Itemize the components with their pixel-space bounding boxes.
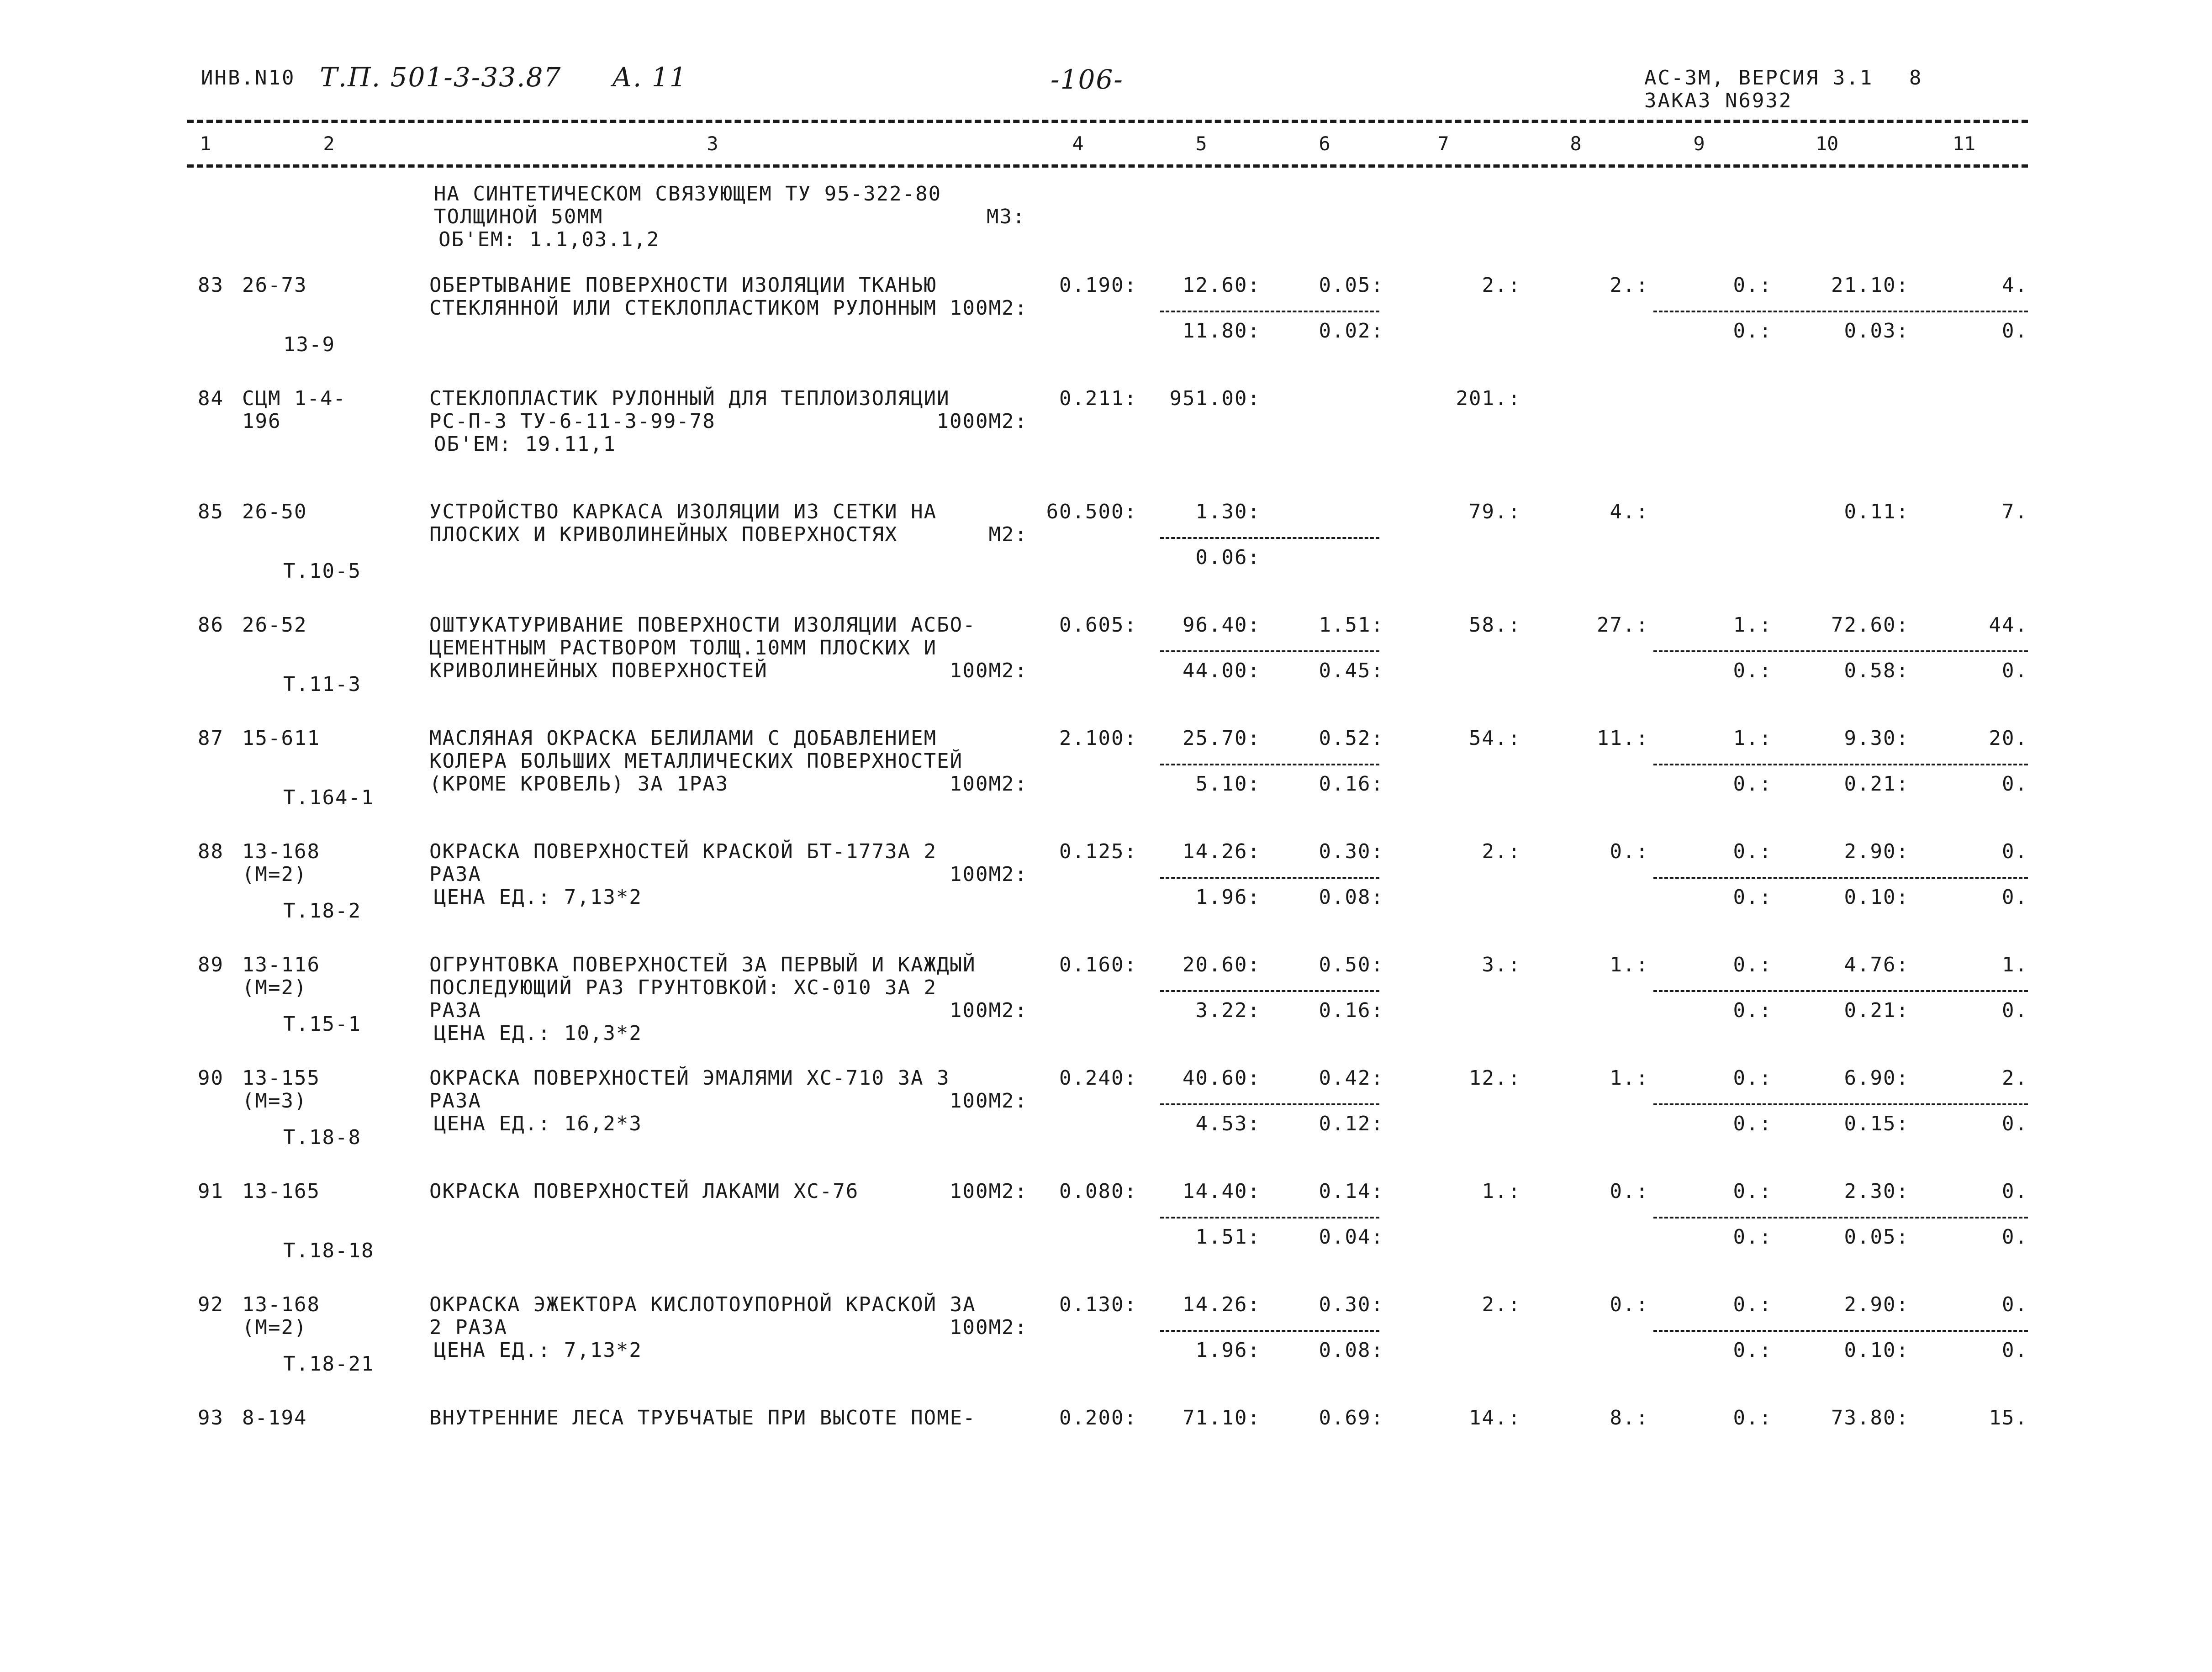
value-s9: 0.: bbox=[1733, 1225, 1772, 1249]
column-number: 9 bbox=[1693, 132, 1705, 155]
value-s11: 0. bbox=[2002, 319, 2028, 343]
value-s5: 0.06: bbox=[1195, 546, 1261, 569]
norm-code: 13-168 bbox=[242, 840, 320, 863]
norm-code: 26-50 bbox=[242, 500, 307, 523]
value-c11: 15. bbox=[1989, 1406, 2028, 1429]
unit: 100М2: bbox=[950, 1316, 1028, 1339]
value-s9: 0.: bbox=[1733, 1339, 1772, 1362]
column-number: 4 bbox=[1072, 132, 1084, 155]
value-c7: 58.: bbox=[1469, 613, 1521, 637]
value-c8: 8.: bbox=[1610, 1406, 1649, 1429]
system-version-suffix: 8 bbox=[1909, 66, 1923, 90]
value-c10: 0.11: bbox=[1844, 500, 1909, 523]
norm-code-modifier: (М=3) bbox=[242, 1089, 307, 1113]
table-row bbox=[187, 1398, 2028, 1511]
value-c6: 0.69: bbox=[1319, 1406, 1384, 1429]
subtotal-rule bbox=[1653, 650, 2028, 652]
value-c9: 0.: bbox=[1733, 1180, 1772, 1203]
value-c6: 0.52: bbox=[1319, 727, 1384, 750]
value-c5: 1.30: bbox=[1195, 500, 1261, 523]
table-reference: Т.15-1 bbox=[283, 1013, 361, 1036]
intro-line: ТОЛЩИНОЙ 50ММ bbox=[434, 205, 603, 228]
norm-code: СЦМ 1-4- bbox=[242, 387, 346, 410]
table-reference: Т.18-21 bbox=[283, 1352, 375, 1376]
norm-code: 26-73 bbox=[242, 274, 307, 297]
subtotal-rule bbox=[1653, 311, 2028, 312]
value-s6: 0.16: bbox=[1319, 999, 1384, 1022]
norm-code-modifier: 196 bbox=[242, 410, 281, 433]
subtotal-rule bbox=[1160, 877, 1379, 879]
value-c11: 0. bbox=[2002, 840, 2028, 863]
value-c6: 0.14: bbox=[1319, 1180, 1384, 1203]
value-s10: 0.21: bbox=[1844, 772, 1909, 796]
value-s10: 0.58: bbox=[1844, 659, 1909, 682]
project-number: Т.П. 501-3-33.87 bbox=[320, 62, 562, 93]
value-s10: 0.03: bbox=[1844, 319, 1909, 343]
value-s5: 3.22: bbox=[1195, 999, 1261, 1022]
subtotal-rule bbox=[1160, 764, 1379, 765]
description-line: РАЗА bbox=[429, 1089, 481, 1113]
value-c10: 2.90: bbox=[1844, 1293, 1909, 1316]
value-s11: 0. bbox=[2002, 659, 2028, 682]
header-rule-bottom bbox=[187, 164, 2028, 168]
table-row bbox=[187, 378, 2028, 491]
value-s10: 0.10: bbox=[1844, 1339, 1909, 1362]
column-number: 8 bbox=[1570, 132, 1582, 155]
value-c4: 60.500: bbox=[1046, 500, 1137, 523]
value-c11: 0. bbox=[2002, 1180, 2028, 1203]
value-s11: 0. bbox=[2002, 999, 2028, 1022]
value-c10: 2.90: bbox=[1844, 840, 1909, 863]
value-c6: 0.30: bbox=[1319, 1293, 1384, 1316]
row-number: 87 bbox=[198, 727, 224, 750]
value-c5: 20.60: bbox=[1183, 953, 1261, 976]
value-s6: 0.08: bbox=[1319, 886, 1384, 909]
subtotal-rule bbox=[1653, 764, 2028, 765]
value-c9: 0.: bbox=[1733, 1406, 1772, 1429]
subtotal-rule bbox=[1160, 1103, 1379, 1105]
column-number: 7 bbox=[1437, 132, 1449, 155]
norm-code-modifier: (М=2) bbox=[242, 863, 307, 886]
norm-code: 13-116 bbox=[242, 953, 320, 976]
row-number: 86 bbox=[198, 613, 224, 637]
value-s10: 0.05: bbox=[1844, 1225, 1909, 1249]
description-line: ОБЕРТЫВАНИЕ ПОВЕРХНОСТИ ИЗОЛЯЦИИ ТКАНЬЮ bbox=[429, 274, 937, 297]
value-c10: 72.60: bbox=[1831, 613, 1909, 637]
value-c4: 2.100: bbox=[1059, 727, 1137, 750]
description-line: ОШТУКАТУРИВАНИЕ ПОВЕРХНОСТИ ИЗОЛЯЦИИ АСБО- bbox=[429, 613, 976, 637]
column-number: 11 bbox=[1952, 132, 1976, 155]
value-s11: 0. bbox=[2002, 1112, 2028, 1135]
value-c9: 0.: bbox=[1733, 1066, 1772, 1090]
value-c8: 4.: bbox=[1610, 500, 1649, 523]
unit: 100М2: bbox=[950, 863, 1028, 886]
subtotal-rule bbox=[1653, 1330, 2028, 1332]
value-s6: 0.08: bbox=[1319, 1339, 1384, 1362]
row-note: ЦЕНА ЕД.: 7,13*2 bbox=[434, 886, 642, 909]
value-s9: 0.: bbox=[1733, 1112, 1772, 1135]
description-line: КРИВОЛИНЕЙНЫХ ПОВЕРХНОСТЕЙ bbox=[429, 659, 768, 682]
table-reference: Т.10-5 bbox=[283, 559, 361, 583]
value-c5: 40.60: bbox=[1183, 1066, 1261, 1090]
unit: 1000М2: bbox=[936, 410, 1028, 433]
estimate-rows bbox=[187, 265, 2028, 1511]
description-line: РС-П-3 ТУ-6-11-3-99-78 bbox=[429, 410, 716, 433]
value-c8: 2.: bbox=[1610, 274, 1649, 297]
value-c11: 0. bbox=[2002, 1293, 2028, 1316]
unit: М2: bbox=[988, 523, 1028, 546]
description-line: (КРОМЕ КРОВЕЛЬ) ЗА 1РАЗ bbox=[429, 772, 729, 796]
norm-code-modifier: (М=2) bbox=[242, 976, 307, 999]
value-c8: 0.: bbox=[1610, 1293, 1649, 1316]
value-s11: 0. bbox=[2002, 886, 2028, 909]
value-s9: 0.: bbox=[1733, 999, 1772, 1022]
subtotal-rule bbox=[1160, 990, 1379, 992]
row-number: 92 bbox=[198, 1293, 224, 1316]
order-number: ЗАКАЗ N6932 bbox=[1644, 89, 1793, 112]
value-s5: 4.53: bbox=[1195, 1112, 1261, 1135]
value-s9: 0.: bbox=[1733, 886, 1772, 909]
value-c7: 12.: bbox=[1469, 1066, 1521, 1090]
value-c9: 0.: bbox=[1733, 953, 1772, 976]
value-c4: 0.190: bbox=[1059, 274, 1137, 297]
value-c8: 1.: bbox=[1610, 953, 1649, 976]
table-row bbox=[187, 831, 2028, 944]
row-number: 84 bbox=[198, 387, 224, 410]
table-reference: Т.11-3 bbox=[283, 673, 361, 696]
value-s6: 0.12: bbox=[1319, 1112, 1384, 1135]
value-c6: 0.50: bbox=[1319, 953, 1384, 976]
value-c9: 1.: bbox=[1733, 613, 1772, 637]
value-c5: 96.40: bbox=[1183, 613, 1261, 637]
norm-code: 15-611 bbox=[242, 727, 320, 750]
value-s5: 44.00: bbox=[1183, 659, 1261, 682]
value-c9: 0.: bbox=[1733, 840, 1772, 863]
value-c11: 20. bbox=[1989, 727, 2028, 750]
row-number: 88 bbox=[198, 840, 224, 863]
value-s10: 0.15: bbox=[1844, 1112, 1909, 1135]
value-c11: 2. bbox=[2002, 1066, 2028, 1090]
description-line: РАЗА bbox=[429, 863, 481, 886]
table-row bbox=[187, 944, 2028, 1058]
description-line: ОКРАСКА ЭЖЕКТОРА КИСЛОТОУПОРНОЙ КРАСКОЙ ЗА bbox=[429, 1293, 976, 1316]
value-s10: 0.10: bbox=[1844, 886, 1909, 909]
description-line: ПОСЛЕДУЮЩИЙ РАЗ ГРУНТОВКОЙ: ХС-010 ЗА 2 bbox=[429, 976, 937, 999]
column-number: 1 bbox=[200, 132, 211, 155]
table-row bbox=[187, 1171, 2028, 1284]
value-s9: 0.: bbox=[1733, 772, 1772, 796]
value-s6: 0.02: bbox=[1319, 319, 1384, 343]
description-line: СТЕКЛЯННОЙ ИЛИ СТЕКЛОПЛАСТИКОМ РУЛОННЫМ bbox=[429, 296, 937, 320]
value-s9: 0.: bbox=[1733, 319, 1772, 343]
unit: 100М2: bbox=[950, 1180, 1028, 1203]
norm-code: 13-155 bbox=[242, 1066, 320, 1090]
value-c11: 4. bbox=[2002, 274, 2028, 297]
value-c7: 201.: bbox=[1456, 387, 1521, 410]
value-c7: 2.: bbox=[1482, 274, 1521, 297]
subtotal-rule bbox=[1653, 990, 2028, 992]
value-c4: 0.200: bbox=[1059, 1406, 1137, 1429]
norm-code-modifier: (М=2) bbox=[242, 1316, 307, 1339]
work-description bbox=[429, 1407, 1023, 1429]
row-note: ЦЕНА ЕД.: 16,2*3 bbox=[434, 1112, 642, 1135]
value-c6: 0.42: bbox=[1319, 1066, 1384, 1090]
value-c10: 6.90: bbox=[1844, 1066, 1909, 1090]
table-reference: Т.18-8 bbox=[283, 1126, 361, 1149]
value-c9: 1.: bbox=[1733, 727, 1772, 750]
value-c7: 1.: bbox=[1482, 1180, 1521, 1203]
inventory-number: ИНВ.N10 bbox=[201, 66, 296, 90]
value-c7: 3.: bbox=[1482, 953, 1521, 976]
value-s5: 5.10: bbox=[1195, 772, 1261, 796]
album-number: А. 11 bbox=[612, 62, 687, 93]
value-c4: 0.240: bbox=[1059, 1066, 1137, 1090]
norm-code: 26-52 bbox=[242, 613, 307, 637]
header-rule-top bbox=[187, 120, 2028, 123]
row-note: ОБ'ЕМ: 19.11,1 bbox=[434, 433, 616, 456]
column-number: 6 bbox=[1319, 132, 1330, 155]
description-line: СТЕКЛОПЛАСТИК РУЛОННЫЙ ДЛЯ ТЕПЛОИЗОЛЯЦИИ bbox=[429, 387, 950, 410]
value-c8: 27.: bbox=[1597, 613, 1649, 637]
table-row bbox=[187, 605, 2028, 718]
value-c11: 7. bbox=[2002, 500, 2028, 523]
description-line: ОКРАСКА ПОВЕРХНОСТЕЙ КРАСКОЙ БТ-1773А 2 bbox=[429, 840, 937, 863]
value-c4: 0.125: bbox=[1059, 840, 1137, 863]
value-c6: 0.30: bbox=[1319, 840, 1384, 863]
unit: 100М2: bbox=[950, 296, 1028, 320]
value-c5: 14.26: bbox=[1183, 1293, 1261, 1316]
description-line: ОГРУНТОВКА ПОВЕРХНОСТЕЙ ЗА ПЕРВЫЙ И КАЖДЫЙ bbox=[429, 953, 976, 976]
row-number: 89 bbox=[198, 953, 224, 976]
description-line: КОЛЕРА БОЛЬШИХ МЕТАЛЛИЧЕСКИХ ПОВЕРХНОСТЕЙ bbox=[429, 749, 963, 773]
table-row bbox=[187, 718, 2028, 831]
description-line: МАСЛЯНАЯ ОКРАСКА БЕЛИЛАМИ С ДОБАВЛЕНИЕМ bbox=[429, 727, 937, 750]
intro-volume: ОБ'ЕМ: 1.1,03.1,2 bbox=[438, 228, 660, 251]
value-c6: 1.51: bbox=[1319, 613, 1384, 637]
value-c4: 0.160: bbox=[1059, 953, 1137, 976]
value-c9: 0.: bbox=[1733, 1293, 1772, 1316]
column-number: 2 bbox=[323, 132, 335, 155]
value-c5: 14.40: bbox=[1183, 1180, 1261, 1203]
value-c6: 0.05: bbox=[1319, 274, 1384, 297]
value-c11: 1. bbox=[2002, 953, 2028, 976]
value-s10: 0.21: bbox=[1844, 999, 1909, 1022]
value-c5: 12.60: bbox=[1183, 274, 1261, 297]
value-c10: 9.30: bbox=[1844, 727, 1909, 750]
table-reference: Т.18-2 bbox=[283, 899, 361, 923]
value-c5: 71.10: bbox=[1183, 1406, 1261, 1429]
description-line: ОКРАСКА ПОВЕРХНОСТЕЙ ЭМАЛЯМИ ХС-710 ЗА 3 bbox=[429, 1066, 950, 1090]
row-note: ЦЕНА ЕД.: 7,13*2 bbox=[434, 1339, 642, 1362]
description-line: РАЗА bbox=[429, 999, 481, 1022]
subtotal-rule bbox=[1160, 1217, 1379, 1218]
value-c4: 0.211: bbox=[1059, 387, 1137, 410]
column-number: 5 bbox=[1195, 132, 1207, 155]
value-c7: 2.: bbox=[1482, 840, 1521, 863]
row-number: 85 bbox=[198, 500, 224, 523]
value-s11: 0. bbox=[2002, 1225, 2028, 1249]
value-c7: 54.: bbox=[1469, 727, 1521, 750]
value-c4: 0.130: bbox=[1059, 1293, 1137, 1316]
system-version: АС-3М, ВЕРСИЯ 3.1 bbox=[1644, 66, 1874, 90]
column-number: 10 bbox=[1815, 132, 1839, 155]
value-c4: 0.080: bbox=[1059, 1180, 1137, 1203]
table-row bbox=[187, 1058, 2028, 1171]
column-number: 3 bbox=[707, 132, 718, 155]
table-row bbox=[187, 1284, 2028, 1398]
value-c4: 0.605: bbox=[1059, 613, 1137, 637]
value-s9: 0.: bbox=[1733, 659, 1772, 682]
value-s5: 1.96: bbox=[1195, 886, 1261, 909]
table-row bbox=[187, 265, 2028, 378]
norm-code: 13-165 bbox=[242, 1180, 320, 1203]
row-number: 83 bbox=[198, 274, 224, 297]
intro-line: НА СИНТЕТИЧЕСКОМ СВЯЗУЮЩЕМ ТУ 95-322-80 bbox=[434, 182, 942, 206]
description-line: ОКРАСКА ПОВЕРХНОСТЕЙ ЛАКАМИ ХС-76 bbox=[429, 1180, 859, 1203]
value-c10: 73.80: bbox=[1831, 1406, 1909, 1429]
value-c11: 44. bbox=[1989, 613, 2028, 637]
norm-code: 8-194 bbox=[242, 1406, 307, 1429]
description-line: ПЛОСКИХ И КРИВОЛИНЕЙНЫХ ПОВЕРХНОСТЯХ bbox=[429, 523, 898, 546]
value-c10: 2.30: bbox=[1844, 1180, 1909, 1203]
column-numbers bbox=[187, 132, 2028, 158]
table-reference: 13-9 bbox=[283, 333, 335, 356]
value-c10: 4.76: bbox=[1844, 953, 1909, 976]
unit: 100М2: bbox=[950, 999, 1028, 1022]
description-line: ВНУТРЕННИЕ ЛЕСА ТРУБЧАТЫЕ ПРИ ВЫСОТЕ ПОМЕ- bbox=[429, 1406, 976, 1429]
value-c9: 0.: bbox=[1733, 274, 1772, 297]
value-s11: 0. bbox=[2002, 1339, 2028, 1362]
page-number: -106- bbox=[1051, 64, 1124, 95]
value-s6: 0.16: bbox=[1319, 772, 1384, 796]
value-c5: 951.00: bbox=[1169, 387, 1261, 410]
unit: 100М2: bbox=[950, 772, 1028, 796]
subtotal-rule bbox=[1653, 1103, 2028, 1105]
value-s6: 0.04: bbox=[1319, 1225, 1384, 1249]
description-line: УСТРОЙСТВО КАРКАСА ИЗОЛЯЦИИ ИЗ СЕТКИ НА bbox=[429, 500, 937, 523]
description-line: ЦЕМЕНТНЫМ РАСТВОРОМ ТОЛЩ.10ММ ПЛОСКИХ И bbox=[429, 636, 937, 659]
row-note: ЦЕНА ЕД.: 10,3*2 bbox=[434, 1022, 642, 1045]
intro-unit: М3: bbox=[987, 205, 1026, 228]
subtotal-rule bbox=[1160, 1330, 1379, 1332]
value-c5: 25.70: bbox=[1183, 727, 1261, 750]
subtotal-rule bbox=[1653, 1217, 2028, 1218]
value-s6: 0.45: bbox=[1319, 659, 1384, 682]
value-c7: 79.: bbox=[1469, 500, 1521, 523]
value-c7: 14.: bbox=[1469, 1406, 1521, 1429]
value-s5: 11.80: bbox=[1183, 319, 1261, 343]
unit: 100М2: bbox=[950, 1089, 1028, 1113]
table-reference: Т.18-18 bbox=[283, 1239, 375, 1262]
unit: 100М2: bbox=[950, 659, 1028, 682]
value-c10: 21.10: bbox=[1831, 274, 1909, 297]
subtotal-rule bbox=[1160, 311, 1379, 312]
description-line: 2 РАЗА bbox=[429, 1316, 507, 1339]
subtotal-rule bbox=[1160, 650, 1379, 652]
norm-code: 13-168 bbox=[242, 1293, 320, 1316]
subtotal-rule bbox=[1160, 537, 1379, 539]
value-s5: 1.51: bbox=[1195, 1225, 1261, 1249]
value-s5: 1.96: bbox=[1195, 1339, 1261, 1362]
value-c7: 2.: bbox=[1482, 1293, 1521, 1316]
value-c8: 11.: bbox=[1597, 727, 1649, 750]
value-c8: 0.: bbox=[1610, 1180, 1649, 1203]
value-s11: 0. bbox=[2002, 772, 2028, 796]
row-number: 91 bbox=[198, 1180, 224, 1203]
value-c8: 0.: bbox=[1610, 840, 1649, 863]
row-number: 90 bbox=[198, 1066, 224, 1090]
row-number: 93 bbox=[198, 1406, 224, 1429]
subtotal-rule bbox=[1653, 877, 2028, 879]
table-row bbox=[187, 491, 2028, 605]
value-c8: 1.: bbox=[1610, 1066, 1649, 1090]
value-c5: 14.26: bbox=[1183, 840, 1261, 863]
table-reference: Т.164-1 bbox=[283, 786, 375, 809]
